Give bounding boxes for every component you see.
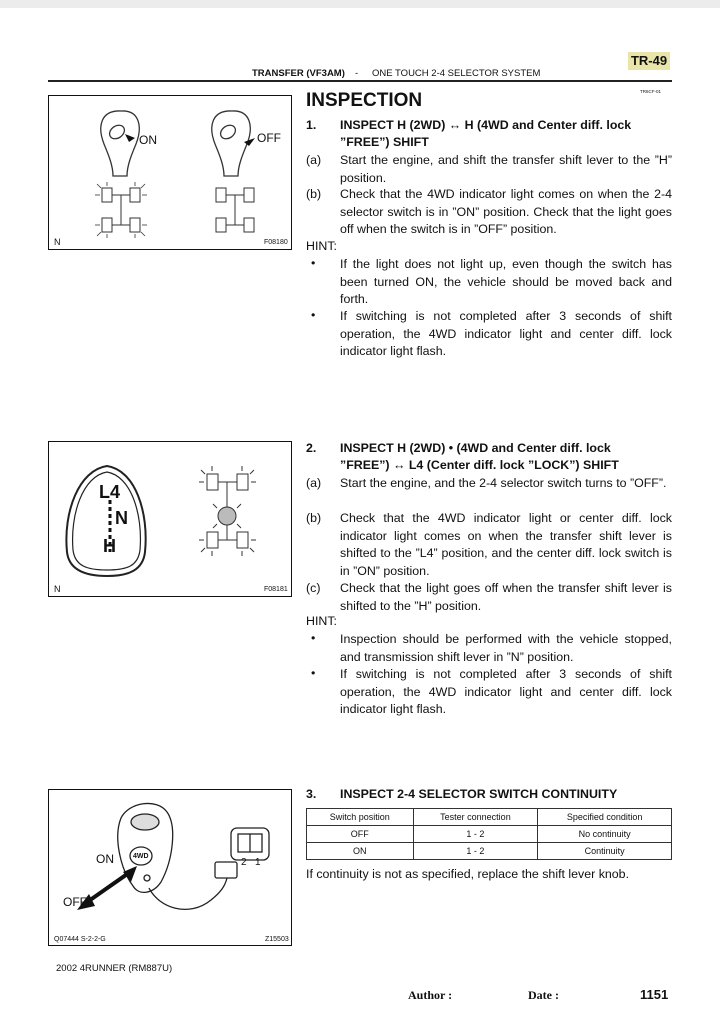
step1-b-text: Check that the 4WD indicator light comes on when the 2-4 selector switch is in ”ON” position. Check that the light goes off when the switch is in ”OFF” position. [340,187,672,236]
table-header-row [307,809,672,826]
knob-switch-illustration [49,96,291,249]
table-cell: 1 - 2 [413,843,538,860]
table-cell: Continuity [538,843,672,860]
n-position-label: N [115,508,128,528]
step2-hint2: If switching is not completed after 3 seconds of shift operation, the 4WD indicator light and center diff. lock indicator light flash. [340,667,672,716]
step1-title-line2: ”FREE”) SHIFT [340,135,429,149]
table-cell: OFF [307,826,414,843]
h-position-label: H [103,536,116,556]
inspection-title: INSPECTION [306,90,423,111]
header-section: TRANSFER (VF3AM) [252,68,345,79]
step2-title-line2: ”FREE”) ↔ L4 (Center diff. lock ”LOCK”) SHIFT [340,458,619,472]
step2-title-line1: INSPECT H (2WD) • (4WD and Center diff. lock [340,441,611,455]
top-band [0,0,720,8]
connector-pin-2: 2 [241,857,247,868]
page-tag: TR-49 [628,52,670,70]
step1-hint2: If switching is not completed after 3 seconds of shift operation, the 4WD indicator light and center diff. lock indicator light flash. [340,309,672,358]
table-cell: 1 - 2 [413,826,538,843]
header-separator: - [355,68,359,79]
doc-code: TR6CF-01 [640,89,662,94]
step2-c-text: Check that the light goes off when the transfer shift lever is shifted to the ”H” position. [340,581,672,613]
table-cell: ON [307,843,414,860]
figure-code: F08180 [264,239,288,246]
connector-pin-1: 1 [255,857,261,868]
figure-1 [48,95,292,250]
on-label: ON [139,133,157,147]
figure-n-label: N [54,237,61,247]
step3-number: 3. [306,787,317,801]
table-row [307,843,672,860]
off-label: OFF [63,895,87,909]
figure-code: F08181 [264,586,288,593]
step1-hint1: If the light does not light up, even though the switch has been turned ON, the vehicle should be moved back and forth. [340,257,672,306]
header-subsection: ONE TOUCH 2-4 SELECTOR SYSTEM [372,68,541,79]
step2-c-label: (c) [306,581,321,595]
continuity-table [306,808,672,860]
bullet: • [311,256,316,270]
table-header: Specified condition [538,809,672,826]
table-cell: No continuity [538,826,672,843]
footer-model: 2002 4RUNNER (RM887U) [56,963,173,974]
step2-a-text: Start the engine, and the 2-4 selector switch turns to ”OFF”. [340,476,667,490]
figure-code: Z15503 [265,936,289,943]
figure-2 [48,441,292,597]
step1-number: 1. [306,118,317,132]
step1-b-label: (b) [306,187,322,201]
figure-3 [48,789,292,946]
step2-b-text: Check that the 4WD indicator light or center diff. lock indicator light comes on when the transfer shift lever is shifted to the ”L4” position, and the center diff. lock switch is in ”ON” position. [340,511,672,578]
header-rule [48,80,672,82]
step2-hint: HINT: [306,614,337,628]
step2-b-label: (b) [306,511,322,525]
table-header: Tester connection [413,809,538,826]
step1-a-label: (a) [306,153,322,167]
step2-number: 2. [306,441,317,455]
bullet: • [311,308,316,322]
table-header: Switch position [307,809,414,826]
figure-n-label: N [54,584,61,594]
step1-hint: HINT: [306,239,337,253]
footer-date: Date : [528,988,559,1002]
table-row [307,826,672,843]
figure-ref: Q07444 S-2-2-G [54,936,106,943]
bullet: • [311,666,316,680]
l4-label: L4 [99,482,121,502]
on-label: ON [96,852,114,866]
step3-title: INSPECT 2-4 SELECTOR SWITCH CONTINUITY [340,787,618,801]
footer-author: Author : [408,988,453,1002]
step1-title-line1: INSPECT H (2WD) ↔ H (4WD and Center diff. lock [340,118,632,132]
footer-page-number: 1151 [640,987,669,1002]
step2-a-label: (a) [306,476,322,490]
shift-gate-illustration [49,442,291,596]
off-label: OFF [257,131,281,145]
step2-hint1: Inspection should be performed with the vehicle stopped, and transmission shift lever in ”N” position. [340,632,672,664]
step1-a-text: Start the engine, and shift the transfer shift lever to the ”H” position. [340,153,672,185]
bullet: • [311,631,316,645]
step3-note: If continuity is not as specified, replace the shift lever knob. [306,867,630,881]
4wd-badge: 4WD [133,853,149,860]
